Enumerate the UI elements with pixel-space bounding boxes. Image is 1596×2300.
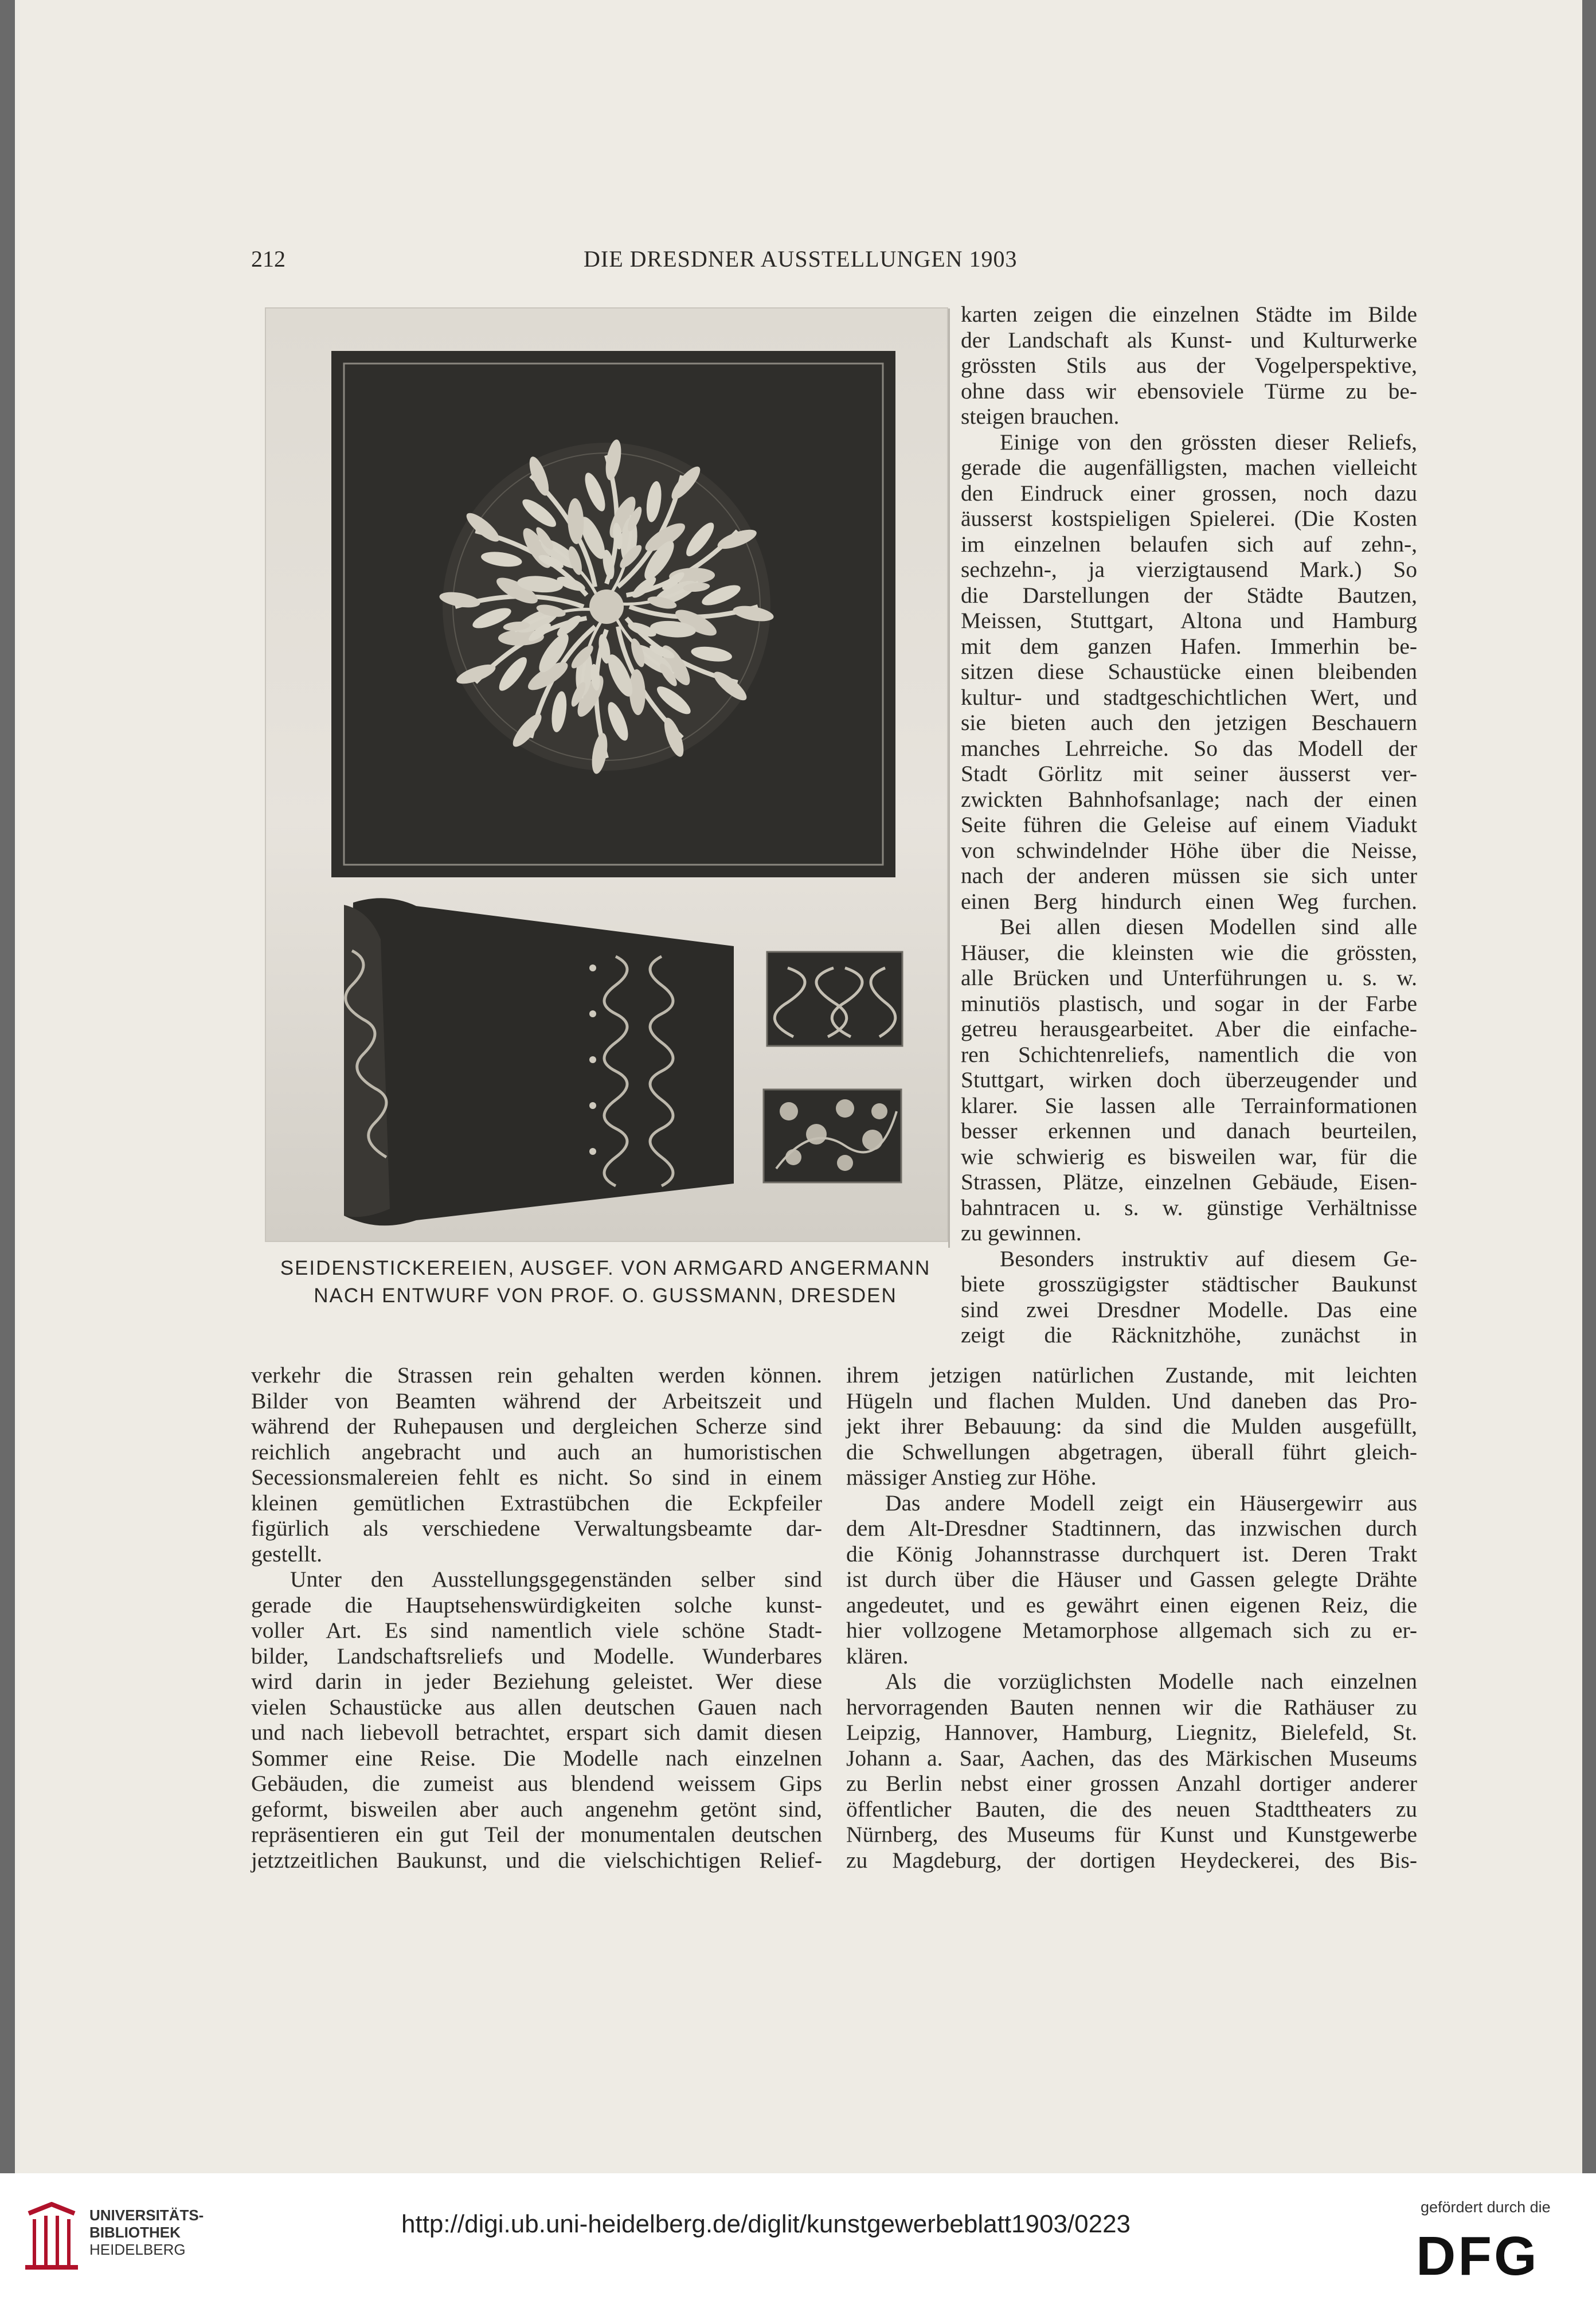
text-line: hier vollzogene Metamorphose allgemach sich zu er- (846, 1618, 1417, 1643)
library-name-line: UNIVERSITÄTS- (89, 2207, 204, 2224)
library-name (89, 2207, 204, 2258)
sponsor-label: gefördert durch die (1421, 2199, 1551, 2216)
text-line: Das andere Modell zeigt ein Häusergewirr aus (885, 1490, 1417, 1516)
digitization-footer (0, 2173, 1596, 2300)
text-line: gerade die Hauptsehenswürdigkeiten solche kunst- (251, 1592, 822, 1618)
text-line: mit dem ganzen Hafen. Immerhin be- (961, 633, 1417, 659)
text-line: äusserst kostspieligen Spielerei. (Die Kosten (961, 506, 1417, 531)
embroidery-illustration (266, 309, 947, 1241)
text-line: repräsentieren ein gut Teil der monumentalen deutschen (251, 1822, 822, 1847)
text-line: die Schwellungen abgetragen, überall führt gleich- (846, 1439, 1417, 1465)
text-line: Seite führen die Geleise auf einem Viadukt (961, 812, 1417, 837)
text-line: ohne dass wir ebensoviele Türme zu be- (961, 378, 1417, 404)
caption-line-2: NACH ENTWURF VON PROF. O. GUSSMANN, DRESDEN (314, 1284, 897, 1307)
text-line: vielen Schaustücke aus allen deutschen Gauen nach (251, 1694, 822, 1720)
text-line: und nach liebevoll betrachtet, erspart sich damit diesen (251, 1720, 822, 1745)
text-line: reichlich angebracht und auch an humoristischen (251, 1439, 822, 1465)
text-line: Stadt Görlitz mit seiner äusserst ver- (961, 761, 1417, 786)
text-line: jetztzeitlichen Baukunst, und die vielschichtigen Relief- (251, 1847, 822, 1873)
text-line: die Darstellungen der Städte Bautzen, (961, 582, 1417, 608)
text-line: zwickten Bahnhofsanlage; nach der einen (961, 786, 1417, 812)
library-name-line: BIBLIOTHEK (89, 2224, 181, 2241)
dfg-logo: DFG (1416, 2225, 1539, 2287)
running-title: DIE DRESDNER AUSSTELLUNGEN 1903 (584, 246, 1018, 272)
text-line: Strassen, Plätze, einzelnen Gebäude, Eisen- (961, 1169, 1417, 1194)
text-line: Nürnberg, des Museums für Kunst und Kunstgewerbe (846, 1822, 1417, 1847)
text-line: voller Art. Es sind namentlich viele schöne Stadt- (251, 1618, 822, 1643)
text-line: Hügeln und flachen Mulden. Und daneben das Pro- (846, 1388, 1417, 1413)
text-line: Als die vorzüglichsten Modelle nach einzelnen (885, 1669, 1417, 1694)
text-line: sitzen diese Schaustücke einen bleibenden (961, 659, 1417, 684)
text-line: im einzelnen belaufen sich auf zehn-, (961, 531, 1417, 557)
text-line: kleinen gemütlichen Extrastübchen die Eckpfeiler (251, 1490, 822, 1516)
text-line: zu Berlin nebst einer grossen Anzahl dortiger anderer (846, 1771, 1417, 1796)
text-line: gestellt. (251, 1541, 322, 1567)
text-line: grössten Stils aus der Vogelperspektive, (961, 353, 1417, 378)
text-line: zeigt die Räcknitzhöhe, zunächst in (961, 1322, 1417, 1348)
text-line: den Eindruck einer grossen, noch dazu (961, 480, 1417, 506)
text-line: alle Brücken und Unterführungen u. s. w. (961, 965, 1417, 990)
text-line: zu gewinnen. (961, 1220, 1082, 1245)
text-line: sechzehn-, ja vierzigtausend Mark.) So (961, 557, 1417, 582)
text-line: angedeutet, und es gewährt einen eigenen Reiz, die (846, 1592, 1417, 1618)
text-line: steigen brauchen. (961, 404, 1120, 429)
left-column-text (251, 1362, 822, 1873)
source-url-link[interactable]: http://digi.ub.uni-heidelberg.de/diglit/kunstgewerbeblatt1903/0223 (401, 2210, 1131, 2238)
text-line: einen Berg hindurch einen Weg furchen. (961, 888, 1417, 914)
university-library-logo (17, 2202, 81, 2271)
text-line: manches Lehrreiche. So das Modell der (961, 735, 1417, 761)
text-line: Unter den Ausstellungsgegenständen selber sind (290, 1567, 822, 1592)
text-line: minutiös plastisch, und sogar in der Farbe (961, 990, 1417, 1016)
text-line: bilder, Landschaftsreliefs und Modelle. Wunderbares (251, 1643, 822, 1669)
text-line: figürlich als verschiedene Verwaltungsbeamte dar- (251, 1516, 822, 1541)
page-number: 212 (251, 246, 285, 272)
text-line: jekt ihrer Bebauung: da sind die Mulden ausgefüllt, (846, 1413, 1417, 1439)
text-line: wird darin in jeder Beziehung geleistet. Wer diese (251, 1669, 822, 1694)
text-line: nach der anderen müssen sie sich unter (961, 863, 1417, 888)
text-line: bahntracen u. s. w. günstige Verhältnisse (961, 1194, 1417, 1220)
text-line: von schwindelnder Höhe über die Neisse, (961, 837, 1417, 863)
text-line: hervorragenden Bauten nennen wir die Rathäuser zu (846, 1694, 1417, 1720)
text-line: Einige von den grössten dieser Reliefs, (1000, 429, 1417, 455)
text-line: klarer. Sie lassen alle Terrainformationen (961, 1092, 1417, 1118)
right-column-text (961, 302, 1417, 1348)
text-line: wie schwierig es bisweilen war, für die (961, 1143, 1417, 1169)
text-line: mässiger Anstieg zur Höhe. (846, 1465, 1097, 1490)
text-line: Secessionsmalereien fehlt es nicht. So sind in einem (251, 1465, 822, 1490)
text-line: biete grosszügigster städtischer Baukunst (961, 1271, 1417, 1297)
text-line: ist durch über die Häuser und Gassen gelegte Drähte (846, 1567, 1417, 1592)
text-line: öffentlicher Bauten, die des neuen Stadttheaters zu (846, 1796, 1417, 1822)
library-name-line: HEIDELBERG (89, 2241, 186, 2258)
text-line: der Landschaft als Kunst- und Kulturwerke (961, 327, 1417, 353)
text-line: Bei allen diesen Modellen sind alle (1000, 914, 1417, 939)
text-line: geformt, bisweilen aber auch angenehm getönt sind, (251, 1796, 822, 1822)
text-line: ren Schichtenreliefs, namentlich die von (961, 1041, 1417, 1067)
text-line: Meissen, Stuttgart, Altona und Hamburg (961, 608, 1417, 633)
text-line: sie bieten auch den jetzigen Beschauern (961, 710, 1417, 735)
text-line: besser erkennen und danach beurteilen, (961, 1118, 1417, 1143)
text-line: verkehr die Strassen rein gehalten werden können. (251, 1362, 822, 1388)
book-page (15, 0, 1582, 2173)
text-line: die König Johannstrasse durchquert ist. Deren Trakt (846, 1541, 1417, 1567)
text-line: zu Magdeburg, der dortigen Heydeckerei, des Bis- (846, 1847, 1417, 1873)
text-line: dem Alt-Dresdner Stadtinnern, das inzwischen durch (846, 1516, 1417, 1541)
text-line: karten zeigen die einzelnen Städte im Bilde (961, 302, 1417, 327)
text-line: ihrem jetzigen natürlichen Zustande, mit leichten (846, 1362, 1417, 1388)
text-line: gerade die augenfälligsten, machen vielleicht (961, 455, 1417, 480)
text-line: klären. (846, 1643, 909, 1669)
text-line: getreu herausgearbeitet. Aber die einfache- (961, 1016, 1417, 1041)
text-line: Besonders instruktiv auf diesem Ge- (1000, 1245, 1417, 1271)
text-line: Gebäuden, die zumeist aus blendend weissem Gips (251, 1771, 822, 1796)
right-column-text-bottom (846, 1362, 1417, 1873)
text-line: Stuttgart, wirken doch überzeugender und (961, 1067, 1417, 1092)
text-line: kultur- und stadtgeschichtlichen Wert, und (961, 684, 1417, 710)
text-line: Johann a. Saar, Aachen, das des Märkischen Museums (846, 1745, 1417, 1771)
text-line: Leipzig, Hannover, Hamburg, Liegnitz, Bielefeld, St. (846, 1720, 1417, 1745)
text-line: während der Ruhepausen und dergleichen Scherze sind (251, 1413, 822, 1439)
column-rule (948, 309, 950, 1248)
text-line: Bilder von Beamten während der Arbeitszeit und (251, 1388, 822, 1413)
embroidery-photograph (265, 307, 948, 1242)
caption-line-1: SEIDENSTICKEREIEN, AUSGEF. VON ARMGARD ANGERMANN (280, 1257, 931, 1279)
text-line: Häuser, die kleinsten wie die grössten, (961, 939, 1417, 965)
text-line: Sommer eine Reise. Die Modelle nach einzelnen (251, 1745, 822, 1771)
text-line: sind zwei Dresdner Modelle. Das eine (961, 1297, 1417, 1322)
